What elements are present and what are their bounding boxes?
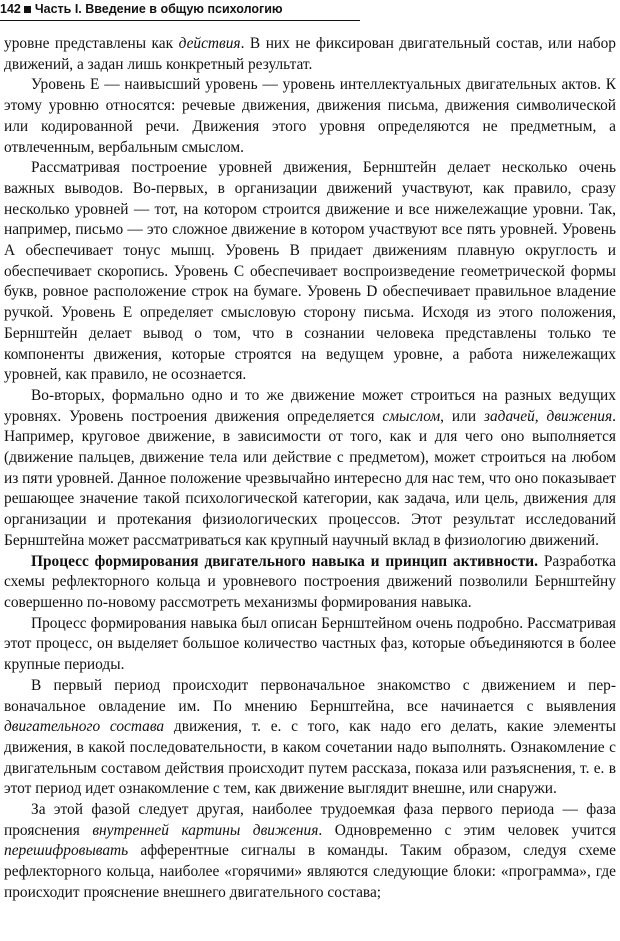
paragraph: Рассматривая построение уровней движения, Бернштейн делает несколько очень важных выводов. Во-первых, в организации движений участвуют, как правило, сразу несколько уровней — тот, на котором строится движение и все нижележащие уровни. Так, например, письмо — это сложное движение в котором участвуют все пять уровней. Уровень А обеспечивает тонус мышц. Уровень В придает движениям плавную округлость и обеспечивает скоропись. Уровень С обеспечивает воспроизведение геометрической формы букв, ровное расположение строк на бумаге. Уровень D обеспечивает правильное владение ручкой. Уровень Е определяет смысловую сторону письма. Исходя из этого положения, Бернштейн делает вывод о том, что в сознании человека представлены только те компоненты движения, которые строятся на ведущем уровне, а работа нижележащих уровней, как правило, не осознается. bbox=[4, 159, 616, 384]
running-header bbox=[0, 0, 360, 21]
black-square-icon bbox=[24, 6, 31, 13]
bold-heading-text: Процесс формирования двигательного навыка и принцип активности. bbox=[31, 552, 539, 570]
italic-text: двигательного состава bbox=[4, 718, 165, 736]
italic-text: перешифровывать bbox=[4, 842, 129, 860]
paragraph: В первый период происходит первоначальное знакомство с движением и первоначальное овладение им. По мнению Бернштейна, все начинается с выявления двигательного состава движения, т. е. с того, как надо его делать, какие элементы движения, в какой последовательности, в каком сочетании надо выполнять. Ознакомление с двигательным составом действия происходит путем рассказа, показа или разъяснения, т. е. в этот период идет ознакомление с тем, как движение выглядит внешне, или снаружи. bbox=[4, 676, 616, 798]
body-text bbox=[4, 34, 616, 904]
italic-text: действия bbox=[178, 35, 241, 52]
section-title: Часть I. Введение в общую психологию bbox=[34, 2, 283, 16]
paragraph: За этой фазой следует другая, наиболее трудоемкая фаза первого периода — фаза прояснения внутренней картины движения. Одновременно с этим человек учится перешифровывать афферентные сигналы в команды. Таким образом, следуя схеме рефлекторного кольца, наиболее «горячими» являются следующие блоки: «программа», где происходит прояснение внешнего двигательного состава; bbox=[4, 801, 616, 901]
paragraph: Во-вторых, формально одно и то же движение может строиться на разных ведущих уровнях. Уровень построения движения определяется смыслом, или задачей, движения. Например, круговое движение, в зависимости от того, как и для чего оно выполняется (движение пальцев, движение тела или действие с предметом), может строиться на любом из пяти уровней. Данное положение чрезвычайно интересно для нас тем, что оно показывает решающее значение такой психологической категории, как задача, или цель, движения для организации и протекания физиологических процессов. Этот результат исследований Бернштейна может рассматриваться как крупный научный вклад в физиологию движений. bbox=[4, 386, 616, 549]
paragraph: уровне представлены как действия. В них не фиксирован двигательный состав, или набор движений, а задан лишь конкретный результат. bbox=[4, 35, 616, 73]
paragraph: Уровень Е — наивысший уровень — уровень интеллектуальных двигательных актов. К этому уровню относятся: речевые движения, движения письма, движения символической или кодированной речи. Движения этого уровня определяются не предметным, а отвлеченным, вербальным смыслом. bbox=[4, 76, 616, 156]
italic-text: задачей, движения bbox=[483, 407, 613, 425]
italic-text: смыслом bbox=[382, 407, 441, 425]
italic-text: внутренней картины движения bbox=[92, 821, 319, 839]
page-number: 142 bbox=[0, 2, 21, 16]
paragraph: Процесс формирования навыка был описан Бернштейном очень подробно. Рассматривая этот процесс, он выделяет большое количество частных фаз, которые объединяются в более крупные периоды. bbox=[4, 614, 616, 674]
paragraph: Процесс формирования двигательного навыка и принцип активности. Разработка схемы рефлекторного кольца и уровневого построения движений позволили Бернштейну совершенно по-новому рассмотреть механизмы формирования навыка. bbox=[4, 552, 616, 611]
